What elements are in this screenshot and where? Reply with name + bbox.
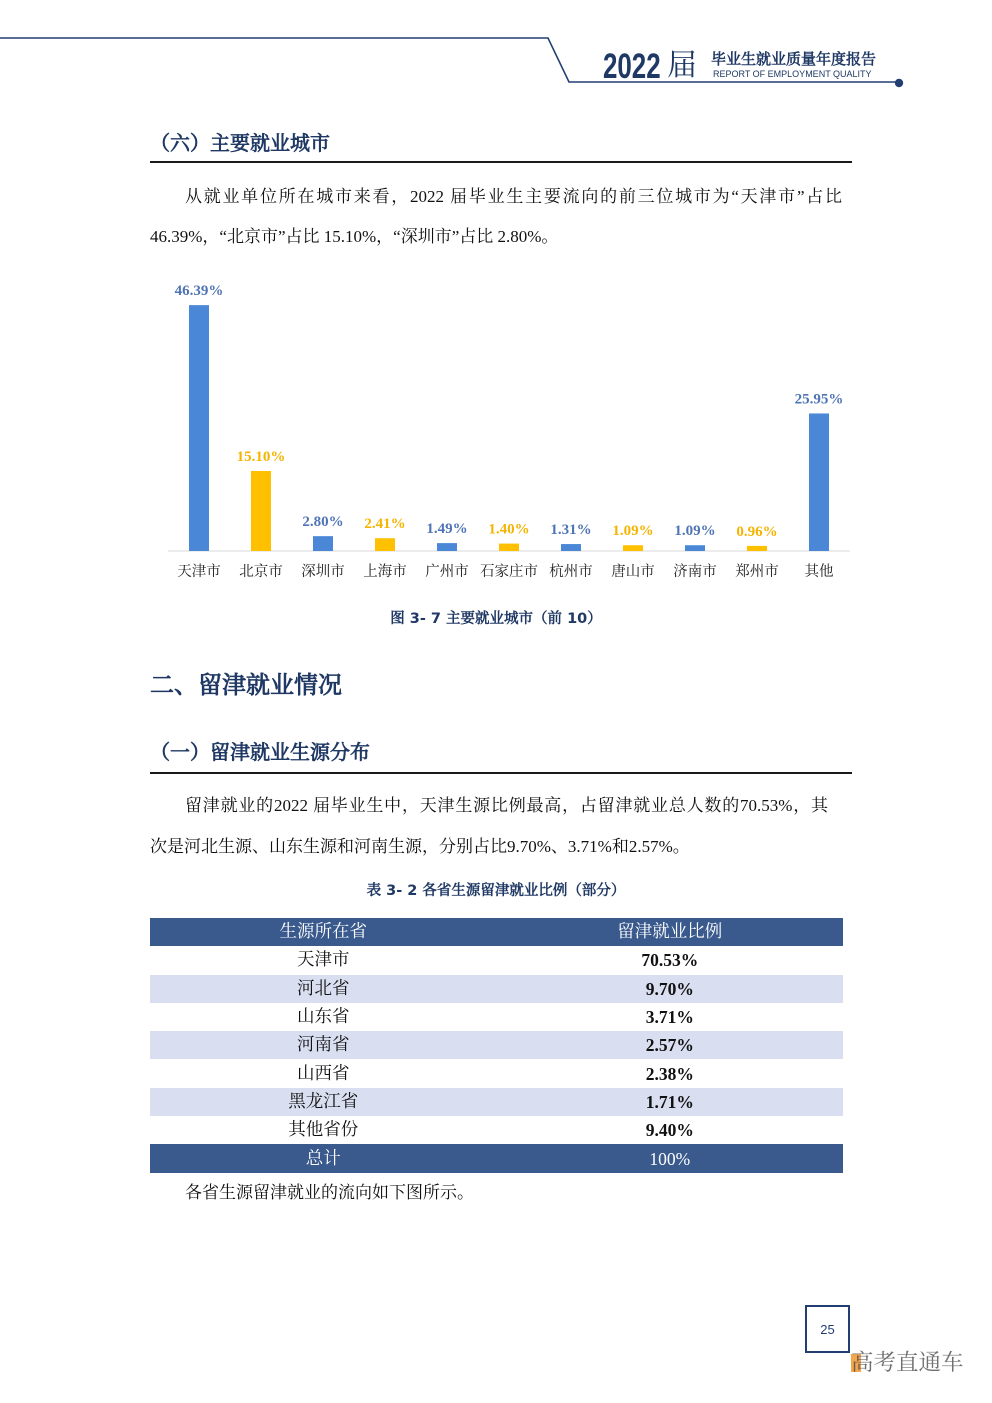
bar-value-label-11: 25.95% xyxy=(794,391,844,408)
bar-10 xyxy=(747,546,767,551)
bar-3 xyxy=(313,536,333,551)
ratio-cell: 9.40% xyxy=(645,1120,694,1141)
category-label-2: 北京市 xyxy=(239,564,283,580)
bar-value-label-2: 15.10% xyxy=(236,448,286,465)
bar-value-label-8: 1.09% xyxy=(612,523,654,540)
bar-9 xyxy=(685,545,705,551)
category-label-6: 石家庄市 xyxy=(480,564,538,580)
stay-paragraph-line-2: 次是河北生源、山东生源和河南生源，分别占比9.70%、3.71%和2.57%。 xyxy=(150,837,690,856)
stay-subsection-heading: （一）留津就业生源分布 xyxy=(150,740,370,764)
bar-value-label-1: 46.39% xyxy=(174,283,224,300)
figure-caption: 图 3- 7 主要就业城市（前 10） xyxy=(390,611,602,627)
bar-8 xyxy=(623,545,643,551)
chart-bars xyxy=(189,305,829,551)
chart-value-labels xyxy=(175,283,844,540)
table-caption: 表 3- 2 各省生源留津就业比例（部分） xyxy=(366,883,626,899)
table-row xyxy=(150,1116,843,1144)
bar-value-label-5: 1.49% xyxy=(426,521,468,538)
category-label-5: 广州市 xyxy=(425,564,469,580)
total-value: 100% xyxy=(649,1148,691,1169)
bar-value-label-7: 1.31% xyxy=(550,522,592,539)
ratio-cell: 1.71% xyxy=(645,1091,694,1112)
category-label-1: 天津市 xyxy=(177,564,221,580)
cities-section-heading: （六）主要就业城市 xyxy=(150,131,330,155)
bar-value-label-6: 1.40% xyxy=(488,521,530,538)
ratio-cell: 9.70% xyxy=(645,978,694,999)
table-row xyxy=(150,1003,843,1031)
city-bar-chart xyxy=(150,270,860,590)
header-title-en: REPORT OF EMPLOYMENT QUALITY xyxy=(713,69,872,79)
category-label-4: 上海市 xyxy=(363,564,407,580)
table-row xyxy=(150,946,843,974)
stay-section-heading: 二、留津就业情况 xyxy=(150,671,342,699)
column-header-ratio: 留津就业比例 xyxy=(617,922,723,943)
ratio-cell: 3.71% xyxy=(645,1007,694,1028)
category-label-3: 深圳市 xyxy=(301,564,345,580)
cities-paragraph-line-1: 从就业单位所在城市来看，2022 届毕业生主要流向的前三位城市为“天津市”占比 xyxy=(185,187,842,206)
bar-value-label-3: 2.80% xyxy=(302,514,344,531)
province-cell: 黑龙江省 xyxy=(288,1091,359,1112)
bar-7 xyxy=(561,544,581,551)
category-label-7: 杭州市 xyxy=(549,564,593,580)
header-year-suffix: 届 xyxy=(667,48,697,83)
table-total-row xyxy=(150,1144,843,1172)
province-ratio-table xyxy=(150,918,843,1173)
header-rule-dot xyxy=(895,79,903,87)
bar-1 xyxy=(189,305,209,551)
stay-paragraph-line-1: 留津就业的2022 届毕业生中，天津生源比例最高，占留津就业总人数的70.53%，其 xyxy=(185,796,828,815)
bar-4 xyxy=(375,538,395,551)
header-title-cn: 毕业生就业质量年度报告 xyxy=(711,50,877,68)
ratio-cell: 2.38% xyxy=(645,1063,694,1084)
after-table-text: 各省生源留津就业的流向如下图所示。 xyxy=(185,1183,474,1202)
bar-11 xyxy=(809,413,829,551)
table-header-row xyxy=(150,918,843,946)
category-label-11: 其他 xyxy=(804,564,834,580)
province-cell: 其他省份 xyxy=(288,1120,359,1141)
table-row xyxy=(150,1088,843,1116)
ratio-cell: 70.53% xyxy=(641,950,699,971)
table-row xyxy=(150,1031,843,1059)
bar-2 xyxy=(251,471,271,551)
bar-value-label-4: 2.41% xyxy=(364,516,406,533)
table-row xyxy=(150,975,843,1003)
column-header-province: 生源所在省 xyxy=(279,922,367,943)
stay-heading-rule xyxy=(150,772,852,774)
header-year: 2022 xyxy=(603,47,661,86)
province-cell: 河北省 xyxy=(297,978,350,999)
province-cell: 河南省 xyxy=(297,1035,350,1056)
category-label-9: 济南市 xyxy=(673,564,717,580)
table-row xyxy=(150,1059,843,1087)
province-cell: 天津市 xyxy=(297,950,350,971)
bar-value-label-10: 0.96% xyxy=(736,523,778,540)
province-cell: 山西省 xyxy=(297,1063,350,1084)
cities-paragraph-line-2: 46.39%，“北京市”占比 15.10%，“深圳市”占比 2.80%。 xyxy=(150,227,559,246)
category-label-10: 郑州市 xyxy=(735,564,779,580)
chart-category-labels xyxy=(177,562,833,580)
watermark-text: 高考直通车 xyxy=(851,1350,964,1376)
category-label-8: 唐山市 xyxy=(611,564,655,580)
bar-value-label-9: 1.09% xyxy=(674,523,716,540)
province-cell: 山东省 xyxy=(297,1007,350,1028)
bar-5 xyxy=(437,543,457,551)
total-label: 总计 xyxy=(305,1148,341,1169)
page-number: 25 xyxy=(820,1321,835,1337)
ratio-cell: 2.57% xyxy=(645,1035,694,1056)
bar-6 xyxy=(499,544,519,551)
cities-heading-rule xyxy=(150,161,852,163)
page-number-box xyxy=(805,1305,850,1353)
